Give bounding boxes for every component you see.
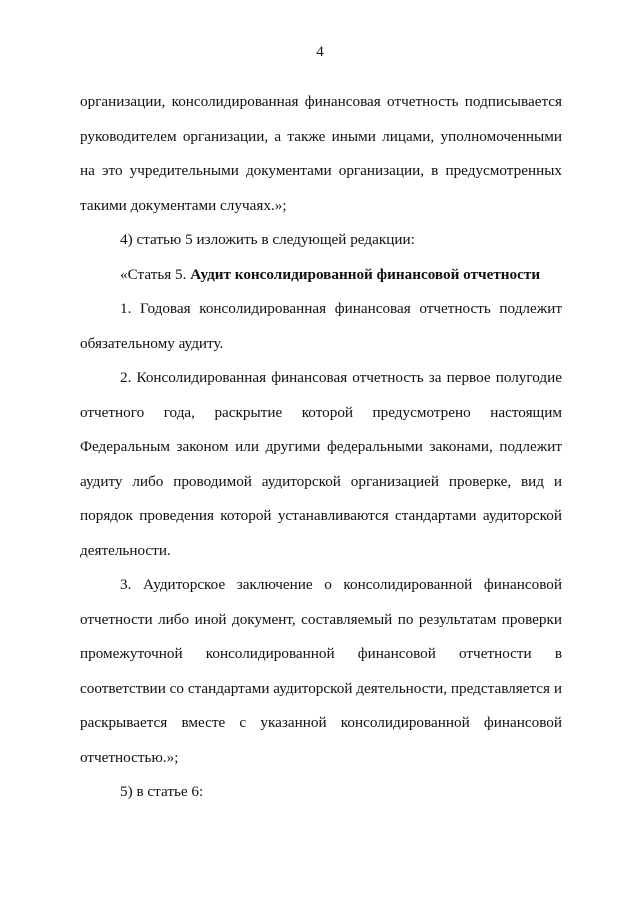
paragraph-clause-2: 2. Консолидированная финансовая отчетность за первое полугодие отчетного года, раскрытие которой предусмотрено настоящим Федеральным законом или другими федеральными законами, подлежит аудиту либо проводимой аудиторской организацией проверке, вид и порядок проведения которой устанавливаются стандартами аудиторской деятельности. — [80, 369, 562, 559]
paragraph-continuation: организации, консолидированная финансовая отчетность подписывается руководителем организации, а также иными лицами, уполномоченными на это учредительными документами организации, в предусмотренных такими документами случаях.»; — [80, 93, 562, 214]
article-heading-title: Аудит консолидированной финансовой отчетности — [190, 265, 541, 283]
paragraph-amendment-4: 4) статью 5 изложить в следующей редакции: — [120, 231, 415, 248]
paragraph-amendment-5: 5) в статье 6: — [120, 783, 204, 800]
article-heading-prefix: «Статья 5. — [120, 265, 191, 283]
page-number: 4 — [316, 44, 324, 60]
article-heading — [80, 258, 562, 293]
document-body — [80, 85, 562, 810]
paragraph-clause-3: 3. Аудиторское заключение о консолидированной финансовой отчетности либо иной документ, составляемый по результатам проверки промежуточной консолидированной финансовой отчетности в соответствии со стандартами аудиторской деятельности, представляется и раскрывается вместе с указанной консолидированной финансовой отчетностью.»; — [80, 576, 562, 766]
paragraph-clause-1: 1. Годовая консолидированная финансовая отчетность подлежит обязательному аудиту. — [80, 300, 562, 352]
